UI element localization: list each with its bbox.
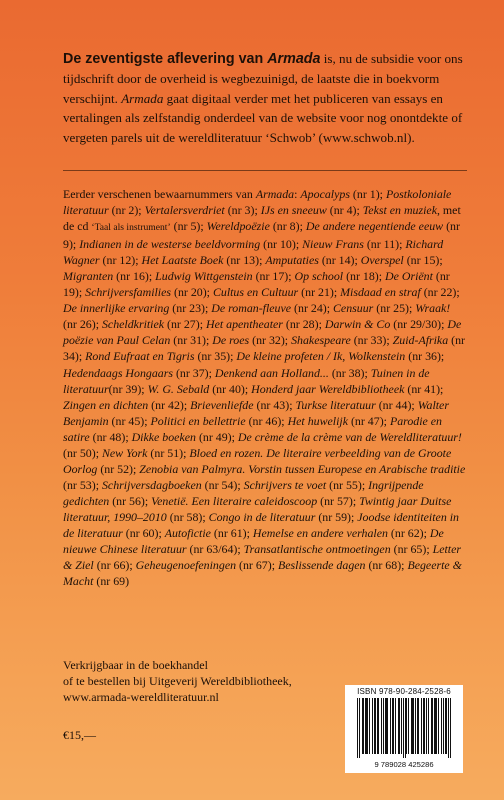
back-issues-list (63, 186, 467, 589)
barcode-bar (369, 698, 370, 754)
issue-text: : (294, 187, 301, 201)
issue-title: IJs en sneeuw (260, 203, 327, 218)
issue-title: Beslissende dagen (277, 558, 366, 573)
issue-title: Vertalersverdriet (144, 203, 225, 218)
barcode-bar (362, 698, 363, 754)
issue-title: Cultus en Cultuur (212, 285, 299, 300)
issue-text: (nr 20); (171, 285, 213, 300)
issue-title: Scheldkritiek (101, 317, 165, 332)
barcode-bar (390, 698, 391, 754)
issue-title: Amputaties (265, 253, 319, 268)
issue-title: Het huwelijk (287, 413, 348, 428)
issue-text: (nr 22); (420, 285, 460, 300)
issue-text: (nr 13); (223, 253, 266, 268)
issue-text: (nr 53); (63, 477, 102, 492)
issue-text: (nr 62); (387, 525, 430, 540)
issue-text: (nr 67); (236, 558, 278, 573)
barcode-bar (443, 698, 444, 754)
barcode-bar (365, 698, 366, 754)
issue-text: (nr 3); (224, 203, 261, 218)
issue-title: Hedendaags Hongaars (63, 365, 173, 380)
issue-text: (nr 44); (375, 397, 418, 412)
issue-text: (nr 34); (63, 333, 466, 364)
issue-title: Indianen in de westerse beeldvorming (79, 237, 261, 252)
issue-text: (nr 54); (201, 477, 244, 492)
barcode-bar (428, 698, 429, 754)
issue-title: Ludwig Wittgenstein (155, 269, 253, 284)
issue-title: Parodie en satire (63, 413, 442, 444)
barcode-bar (415, 698, 416, 754)
issue-title: Zuid-Afrika (392, 333, 449, 348)
issue-text: (nr 69) (93, 574, 130, 589)
issue-text: (nr 1); (349, 187, 386, 201)
issue-title: Het Laatste Boek (141, 253, 224, 268)
issue-title: Begeerte & Macht (63, 558, 462, 589)
issue-title: De roman-fleuve (211, 301, 292, 316)
barcode-bar (403, 698, 404, 758)
issue-text: (nr 45); (108, 413, 151, 428)
issue-title: Schrijversfamilies (85, 285, 172, 300)
issue-title: Postkoloniale literatuur (63, 187, 452, 218)
issue-text: (nr 43); (253, 397, 296, 412)
issue-title: Tekst en muziek (362, 203, 437, 218)
section-divider (63, 170, 467, 171)
barcode-bar (383, 698, 384, 754)
issue-text: (nr 57); (317, 493, 360, 508)
issue-title: Overspel (360, 253, 404, 268)
intro-lead: De zeventigste aflevering van Armada (63, 51, 321, 67)
issue-title: De Oriënt (385, 269, 433, 284)
issue-text: (nr 39); (108, 381, 148, 396)
issue-title: Twintig jaar Duitse literatuur, 1990–2010 (63, 493, 452, 524)
issue-title: Venetië. Een literaire caleidoscoop (151, 493, 318, 508)
issue-text: (nr 2); (108, 203, 145, 218)
issue-title: Letter & Ziel (63, 542, 461, 573)
barcode-bar (426, 698, 427, 754)
issue-title: Turkse literatuur (295, 397, 376, 412)
issue-text: (nr 9); (63, 219, 460, 252)
issue-title: De innerlijke ervaring (63, 301, 170, 316)
issue-title: Rond Eufraat en Tigris (85, 349, 195, 364)
issue-text: (nr 48); (89, 429, 132, 444)
barcode-bar (411, 698, 412, 754)
barcode-bar (393, 698, 394, 754)
issue-text: (nr 5); (170, 219, 207, 234)
issue-text: (nr 56); (109, 493, 152, 508)
issue-title: W. G. Sebald (147, 381, 210, 396)
barcode-bar (377, 698, 378, 754)
issue-text: (nr 4); (326, 203, 363, 218)
issue-text: (nr 23); (169, 301, 212, 316)
issue-text: (nr 27); (164, 317, 206, 332)
barcode-bar (406, 698, 407, 754)
issue-title: Tuinen in de literatuur (63, 365, 430, 396)
barcode-bar (357, 698, 358, 758)
barcode-bar (424, 698, 425, 754)
ean-digits: 9 789028 425286 (374, 760, 434, 769)
issue-title: Wereldpoëzie (206, 219, 270, 234)
issue-title: Shakespeare (291, 333, 351, 348)
issue-title: Walter Benjamin (63, 397, 449, 428)
order-line-bookstore: Verkrijgbaar in de boekhandel (63, 658, 208, 672)
issue-title: Politici en bellettrie (150, 413, 246, 428)
issue-text: (nr 24); (291, 301, 333, 316)
issue-text: (nr 16); (113, 269, 156, 284)
issue-text: (nr 41); (404, 381, 444, 396)
issue-text: (nr 63/64); (186, 542, 244, 557)
barcode-bar (375, 698, 376, 754)
issue-title: Schrijvers te voet (243, 477, 327, 492)
issue-text: (nr 25); (373, 301, 416, 316)
issue-title: Op school (294, 269, 344, 284)
issue-text: (nr 19); (63, 269, 450, 300)
issue-title: De nieuwe Chinese literatuur (63, 525, 444, 557)
barcode-bar (423, 698, 424, 754)
issue-text: (nr 21); (298, 285, 341, 300)
issue-title: Misdaad en straf (340, 285, 421, 300)
issue-title: Joodse identiteiten in de literatuur (63, 509, 459, 540)
issue-title: Congo in de literatuur (208, 509, 316, 524)
price: €15,— (63, 728, 96, 742)
issue-text: (nr 18); (343, 269, 386, 284)
issue-text: (nr 29/30); (390, 317, 448, 332)
barcode-bar (372, 698, 373, 754)
issue-text: (nr 38); (328, 365, 371, 380)
barcode-bar (363, 698, 364, 754)
issue-title: Brievenliefde (190, 397, 254, 412)
issue-text: (nr 46); (245, 413, 288, 428)
issue-title: De andere negentiende eeuw (305, 219, 444, 234)
issue-text: (nr 17); (252, 269, 295, 284)
issue-title: Autofictie (164, 525, 211, 540)
order-info (63, 657, 393, 706)
barcode-bar (421, 698, 422, 754)
barcode-bar (395, 698, 396, 754)
issue-title: Transatlantische ontmoetingen (243, 542, 391, 557)
issue-title: Richard Wagner (63, 237, 444, 268)
issue-text: (nr 31); (170, 333, 213, 348)
barcode-bar (359, 698, 360, 758)
barcode-label (345, 685, 463, 773)
barcode-bar (405, 698, 406, 758)
barcode-bar (448, 698, 449, 758)
issue-text: (nr 61); (210, 525, 253, 540)
issue-title: Zingen en dichten (63, 397, 149, 412)
order-line-website: www.armada-wereldliteratuur.nl (63, 690, 219, 705)
issue-text: (nr 28); (282, 317, 325, 332)
issue-text: (nr 68); (365, 558, 408, 573)
barcode-bar (450, 698, 451, 758)
issue-text: (nr 58); (166, 509, 209, 524)
issue-title: Ingrijpende gedichten (63, 477, 424, 508)
barcode-bar (435, 698, 436, 754)
issue-title: Honderd jaar Wereldbibliotheek (251, 381, 405, 396)
intro-lead-title: Armada (267, 51, 321, 67)
issue-text: (nr 26); (63, 317, 102, 332)
issue-text: (nr 47); (348, 413, 390, 428)
issue-title: Geheugenoefeningen (135, 558, 237, 573)
barcode-bar (385, 698, 386, 754)
barcode-bar (399, 698, 400, 754)
issue-title: Bloed en rozen. De literaire verbeelding van de Groote Oorlog (63, 445, 452, 476)
issue-title: Dikke boeken (131, 429, 196, 444)
barcode-bar (381, 698, 382, 754)
issue-text: (nr 66); (93, 558, 136, 573)
barcode-bar (432, 698, 433, 754)
issue-text: (nr 11); (363, 237, 406, 252)
issue-title: Darwin & Co (324, 317, 391, 332)
issue-text: Eerder verschenen bewaarnummers van (63, 187, 256, 201)
barcode-bar (387, 698, 388, 754)
barcode-bar (434, 698, 435, 754)
barcode-bar (374, 698, 375, 754)
issue-text: (nr 37); (172, 365, 215, 380)
intro-paragraph: De zeventigste aflevering van Armada is, nu de subsidie voor ons tijdschrift door de overheid is wegbezuinigd, de laatste die in boekvorm verschijnt. Armada gaat digitaal verder met het publiceren van essays en vertalingen als zelfstandig onderdeel van de website voor nog onontdekte of vergeten parels uit de wereldliteratuur ‘Schwob’ (www.schwob.nl). (63, 51, 463, 145)
barcode-bar (392, 698, 393, 754)
issue-title: De roes (212, 333, 250, 348)
issue-text: (nr 14); (318, 253, 361, 268)
barcode-bar (418, 698, 419, 754)
issue-text: (nr 32); (249, 333, 292, 348)
issue-text: (nr 40); (209, 381, 252, 396)
barcode-bar (417, 698, 418, 754)
barcode-bar (436, 698, 437, 754)
barcode-bar (441, 698, 442, 754)
issue-text: (nr 33); (350, 333, 393, 348)
barcode-bar (445, 698, 446, 754)
issue-text: (nr 55); (326, 477, 369, 492)
barcode-bar (431, 698, 432, 754)
issue-title: Armada (255, 187, 295, 201)
issue-title: Wraak! (415, 301, 451, 316)
barcode-bar (367, 698, 368, 754)
issue-text: (nr 52); (97, 461, 140, 476)
issue-title: Zenobia van Palmyra. Vorstin tussen Europese en Arabische traditie (139, 461, 466, 476)
issue-title: Hemelse en andere verhalen (252, 525, 388, 540)
issue-title: De kleine profeten / Ik, Wolkenstein (236, 349, 406, 364)
issue-text: (nr 42); (148, 397, 191, 412)
issue-text: (nr 15); (403, 253, 443, 268)
issue-title: Nieuw Frans (302, 237, 364, 252)
issue-title: De poëzie van Paul Celan (63, 317, 462, 348)
issue-title: De crème de la crème van de Wereldliteratuur! (237, 429, 462, 444)
issue-text: (nr 65); (390, 542, 433, 557)
issue-text: ‘Taal als instrument’ (91, 222, 171, 234)
barcode-bar (378, 698, 379, 754)
barcode-icon (357, 698, 451, 758)
barcode-bar (366, 698, 367, 754)
issue-text: (nr 49); (195, 429, 238, 444)
issue-text: (nr 36); (405, 349, 445, 364)
issue-text: (nr 59); (315, 509, 358, 524)
issue-title: Het apentheater (205, 317, 283, 332)
barcode-bar (413, 698, 414, 754)
issue-title: Censuur (333, 301, 374, 316)
issue-text: (nr 10); (260, 237, 303, 252)
barcode-bar (438, 698, 439, 754)
barcode-bar (386, 698, 387, 754)
issue-title: New York (101, 445, 148, 460)
issue-text: (nr 8); (269, 219, 306, 234)
issue-title: Schrijversdagboeken (101, 477, 202, 492)
barcode-bar (398, 698, 399, 754)
issue-text: (nr 51); (147, 445, 190, 460)
issue-title: Denkend aan Holland... (214, 365, 329, 380)
barcode-bar (408, 698, 409, 754)
issue-text: , met de cd (63, 203, 461, 234)
issue-title: Migranten (63, 269, 114, 284)
barcode-bar (446, 698, 447, 754)
barcode-bar (412, 698, 413, 754)
isbn-text: ISBN 978-90-284-2528-6 (357, 687, 451, 696)
issue-text: (nr 35); (194, 349, 237, 364)
issue-text: (nr 50); (63, 445, 102, 460)
issue-title: Apocalyps (300, 187, 350, 201)
order-line-publisher: of te bestellen bij Uitgeverij Wereldbibliotheek, (63, 674, 292, 689)
issue-text: (nr 12); (99, 253, 142, 268)
barcode-bar (401, 698, 402, 754)
issue-text: (nr 60); (122, 525, 165, 540)
